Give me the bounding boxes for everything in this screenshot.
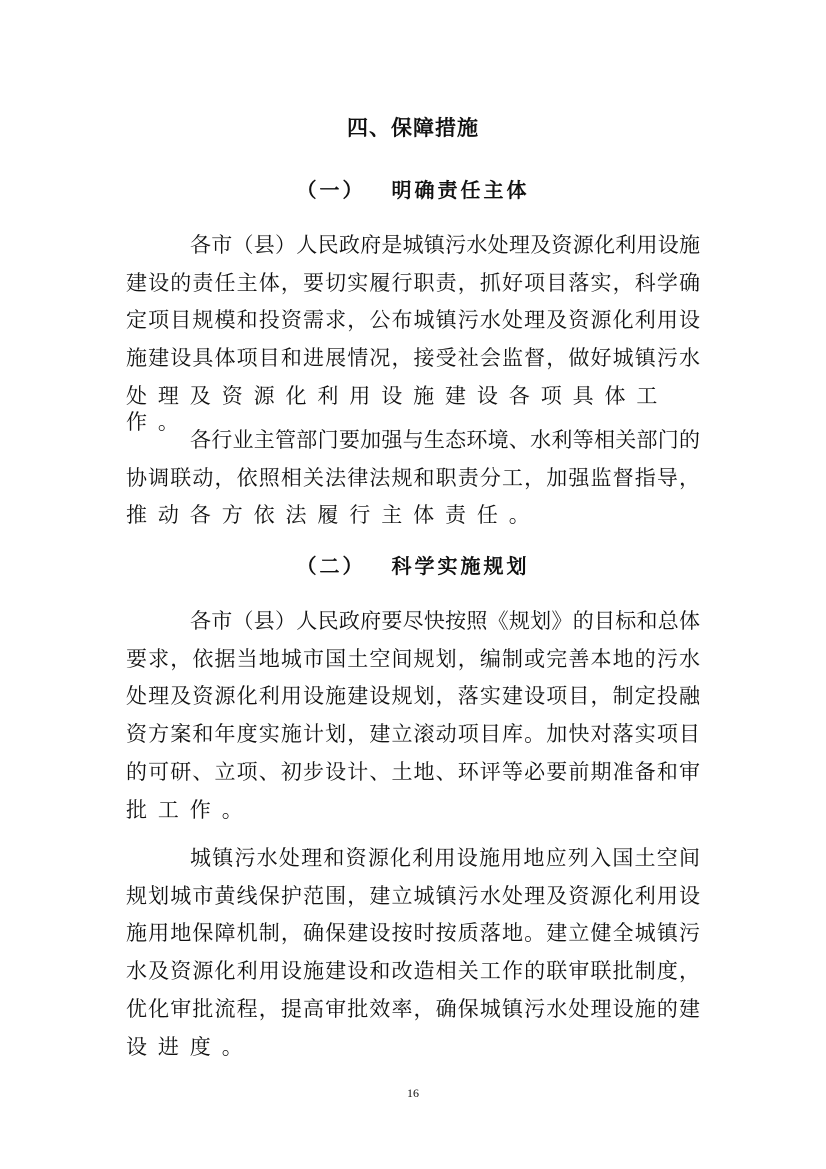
paragraph-line: 推动各方依法履行主体责任。 — [126, 503, 541, 528]
paragraph-line: 施建设具体项目和进展情况，接受社会监督，做好城镇污水 — [126, 346, 700, 371]
section-heading — [0, 174, 826, 203]
paragraph-line: 各市（县）人民政府要尽快按照《规划》的目标和总体 — [190, 609, 700, 633]
page-title: 四、保障措施 — [347, 115, 479, 140]
paragraph-line: 建设的责任主体，要切实履行职责，抓好项目落实，科学确 — [126, 270, 700, 295]
section-heading-text: 明确责任主体 — [391, 178, 530, 202]
paragraph-line: 规划城市黄线保护范围，建立城镇污水处理及资源化利用设 — [126, 883, 700, 908]
paragraph-line: 批工作。 — [126, 797, 254, 822]
page-number: 16 — [407, 1086, 419, 1100]
paragraph-line: 城镇污水处理和资源化利用设施用地应列入国土空间 — [190, 846, 700, 870]
paragraph-line: 资方案和年度实施计划，建立滚动项目库。加快对落实项目 — [126, 722, 700, 747]
section-number: （一） — [296, 178, 366, 202]
paragraph-line: 设进度。 — [126, 1034, 254, 1059]
paragraph-line: 的可研、立项、初步设计、土地、环评等必要前期准备和审 — [126, 759, 700, 784]
paragraph-line: 协调联动，依照相关法律法规和职责分工，加强监督指导， — [126, 465, 700, 490]
section-number: （二） — [296, 554, 366, 578]
paragraph-line: 处理及资源化利用设施建设各项具体工作。 — [126, 383, 669, 434]
paragraph-line: 各行业主管部门要加强与生态环境、水利等相关部门的 — [190, 428, 700, 452]
paragraph-line: 各市（县）人民政府是城镇污水处理及资源化利用设施 — [190, 233, 700, 257]
section-heading-text: 科学实施规划 — [391, 554, 530, 578]
paragraph-line: 要求，依据当地城市国土空间规划，编制或完善本地的污水 — [126, 646, 700, 671]
paragraph-line: 施用地保障机制，确保建设按时按质落地。建立健全城镇污 — [126, 921, 700, 946]
paragraph-line: 优化审批流程，提高审批效率，确保城镇污水处理设施的建 — [126, 996, 700, 1021]
paragraph-line: 定项目规模和投资需求，公布城镇污水处理及资源化利用设 — [126, 308, 700, 333]
paragraph-line: 处理及资源化利用设施建设规划，落实建设项目，制定投融 — [126, 684, 700, 709]
paragraph-line: 水及资源化利用设施建设和改造相关工作的联审联批制度， — [126, 959, 700, 984]
section-heading — [0, 550, 826, 579]
